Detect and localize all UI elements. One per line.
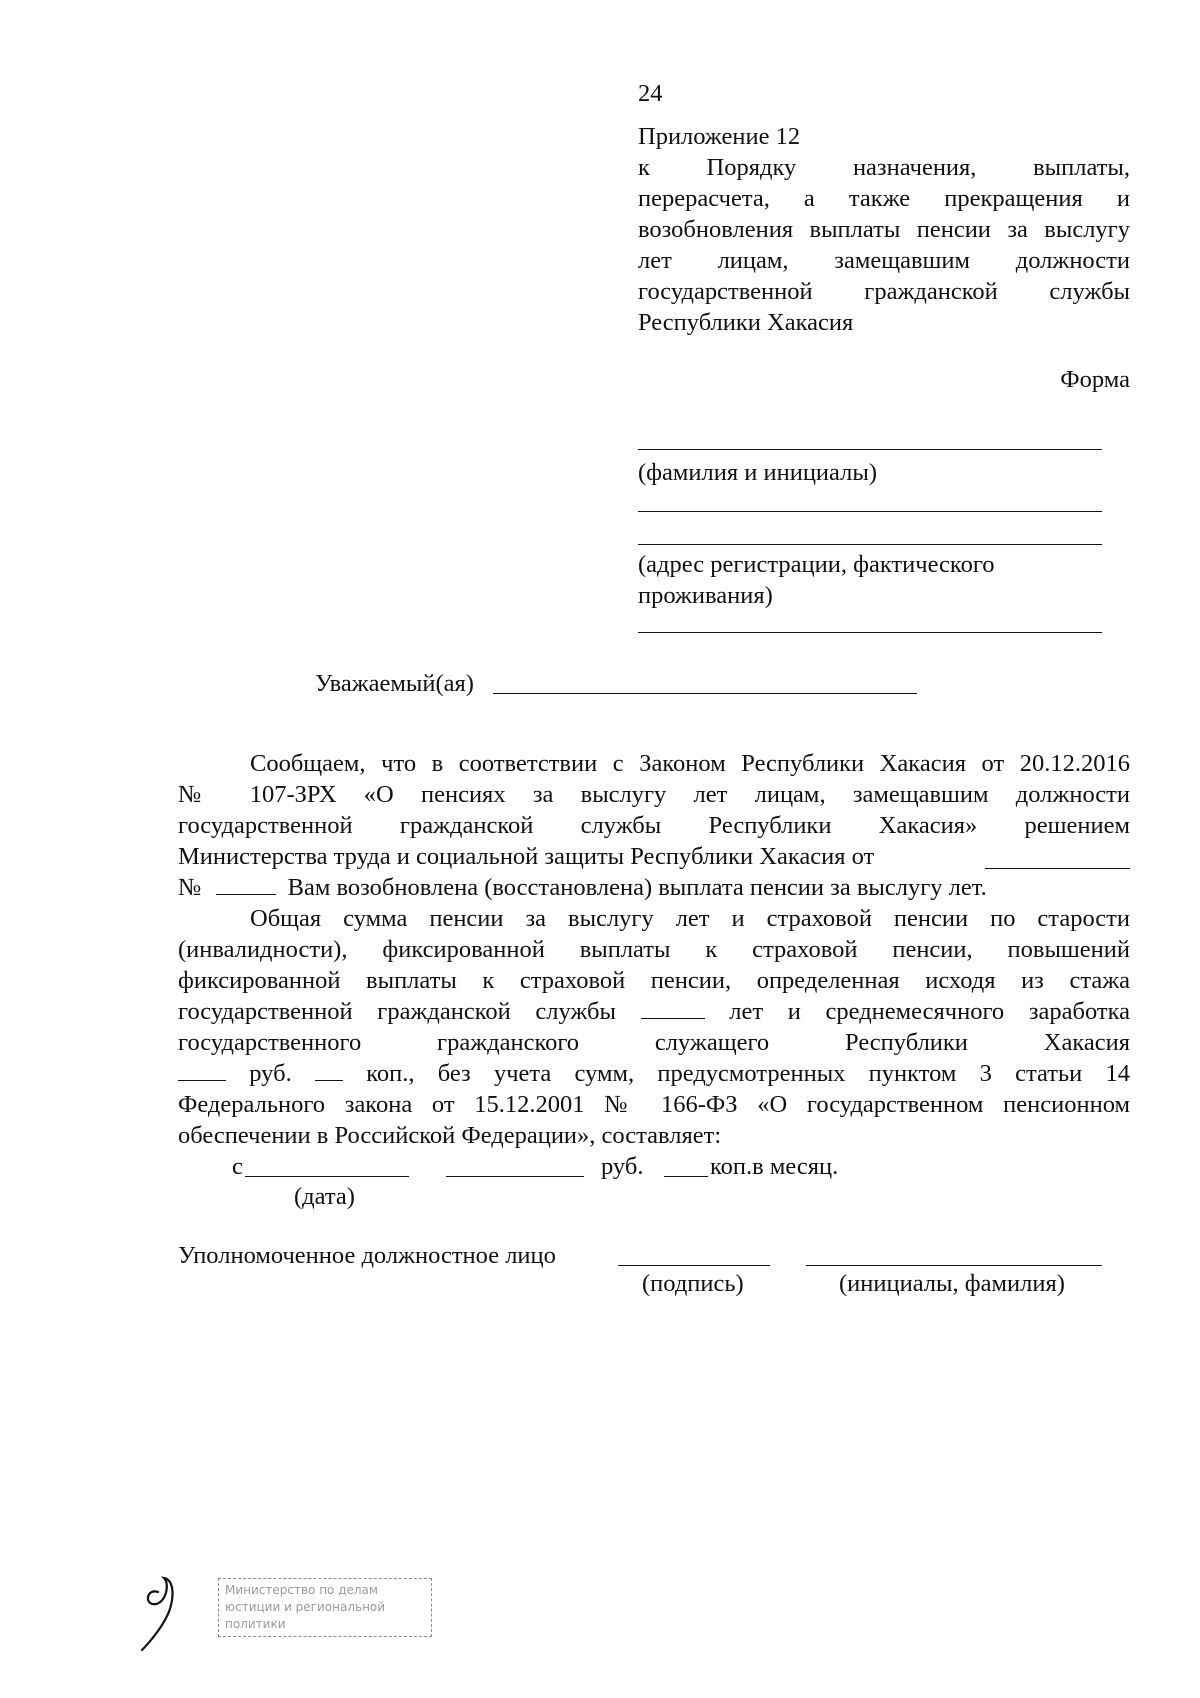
recipient-name-caption: (фамилия и инициалы) bbox=[638, 459, 877, 486]
appendix-text bbox=[638, 152, 1130, 338]
letter-body bbox=[178, 748, 1130, 1151]
appendix-title: Приложение 12 bbox=[638, 123, 801, 150]
payment-date-blank[interactable] bbox=[245, 1176, 409, 1177]
decision-date-blank[interactable] bbox=[985, 848, 1130, 869]
appendix-line: перерасчета, а также прекращения и bbox=[638, 185, 1130, 212]
payment-rub-blank[interactable] bbox=[446, 1176, 584, 1177]
appendix-line: государственной гражданской службы bbox=[638, 278, 1130, 305]
payment-kop-label: коп.в месяц. bbox=[710, 1153, 839, 1180]
recipient-address-line-3[interactable] bbox=[638, 632, 1102, 633]
stamp-line: Министерство по делам bbox=[225, 1583, 378, 1597]
recipient-address-caption bbox=[638, 549, 995, 611]
registration-stamp bbox=[218, 1578, 432, 1637]
appendix-line: лет лицам, замещавшим должности bbox=[638, 247, 1130, 274]
appendix-line: Республики Хакасия bbox=[638, 309, 854, 336]
number-sign: № bbox=[178, 874, 202, 901]
appendix-line: к Порядку назначения, выплаты, bbox=[638, 154, 1130, 181]
date-caption: (дата) bbox=[294, 1183, 355, 1210]
payment-rub-label: руб. bbox=[601, 1153, 644, 1180]
rub-label: руб. bbox=[249, 1060, 292, 1087]
service-text: государственной гражданской службы bbox=[178, 998, 616, 1025]
earnings-rub-blank[interactable] bbox=[178, 1060, 226, 1081]
recipient-address-line-1[interactable] bbox=[638, 511, 1102, 512]
address-caption-line: (адрес регистрации, фактического bbox=[638, 551, 995, 578]
recipient-address-line-2[interactable] bbox=[638, 544, 1102, 545]
payment-kop-blank[interactable] bbox=[664, 1176, 708, 1177]
earnings-text: лет и среднемесячного заработка bbox=[729, 998, 1131, 1025]
excluding-text: коп., без учета сумм, предусмотренных пунктом 3 статьи 14 bbox=[366, 1060, 1130, 1087]
paragraph2-line: Федерального закона от 15.12.2001 № 166-ФЗ «О государственном пенсионном bbox=[178, 1091, 1130, 1118]
stamp-line: политики bbox=[225, 1617, 286, 1631]
paragraph2-line: (инвалидности), фиксированной выплаты к страховой пенсии, повышений bbox=[178, 936, 1130, 963]
paragraph1-line: Сообщаем, что в соответствии с Законом Республики Хакасия от 20.12.2016 bbox=[250, 750, 1130, 777]
greeting-name-line[interactable] bbox=[493, 693, 917, 694]
restored-text: Вам возобновлена (восстановлена) выплата пенсии за выслугу лет. bbox=[287, 874, 987, 901]
handwritten-signature-icon bbox=[136, 1570, 190, 1654]
service-years-blank[interactable] bbox=[641, 998, 705, 1019]
paragraph1-line bbox=[178, 872, 1130, 903]
official-label: Уполномоченное должностное лицо bbox=[178, 1242, 556, 1269]
paragraph2-line: Общая сумма пенсии за выслугу лет и страховой пенсии по старости bbox=[250, 905, 1130, 932]
paragraph2-line: обеспечении в Российской Федерации», составляет: bbox=[178, 1122, 722, 1149]
paragraph2-line: государственного гражданского служащего Республики Хакасия bbox=[178, 1029, 1130, 1056]
signature-blank[interactable] bbox=[618, 1265, 770, 1266]
decision-text: Министерства труда и социальной защиты Республики Хакасия от bbox=[178, 843, 875, 870]
paragraph1-line bbox=[178, 841, 1130, 872]
earnings-kop-blank[interactable] bbox=[315, 1060, 343, 1081]
recipient-name-line[interactable] bbox=[638, 449, 1102, 450]
decision-number-blank[interactable] bbox=[216, 874, 276, 895]
signature-caption: (подпись) bbox=[642, 1270, 744, 1297]
official-name-caption: (инициалы, фамилия) bbox=[839, 1270, 1065, 1297]
form-label: Форма bbox=[1060, 366, 1130, 393]
paragraph1-line: государственной гражданской службы Республики Хакасия» решением bbox=[178, 812, 1130, 839]
from-label: с bbox=[232, 1153, 243, 1180]
paragraph1-line: № 107-ЗРХ «О пенсиях за выслугу лет лицам, замещавшим должности bbox=[178, 781, 1130, 808]
greeting: Уважаемый(ая) bbox=[315, 670, 474, 697]
paragraph2-line bbox=[178, 996, 1130, 1027]
appendix-line: возобновления выплаты пенсии за выслугу bbox=[638, 216, 1130, 243]
address-caption-line: проживания) bbox=[638, 582, 773, 609]
paragraph2-line bbox=[178, 1058, 1130, 1089]
paragraph2-line: фиксированной выплаты к страховой пенсии, определенная исходя из стажа bbox=[178, 967, 1130, 994]
official-name-blank[interactable] bbox=[806, 1265, 1102, 1266]
stamp-line: юстиции и региональной bbox=[225, 1600, 386, 1614]
page-number: 24 bbox=[638, 80, 663, 107]
